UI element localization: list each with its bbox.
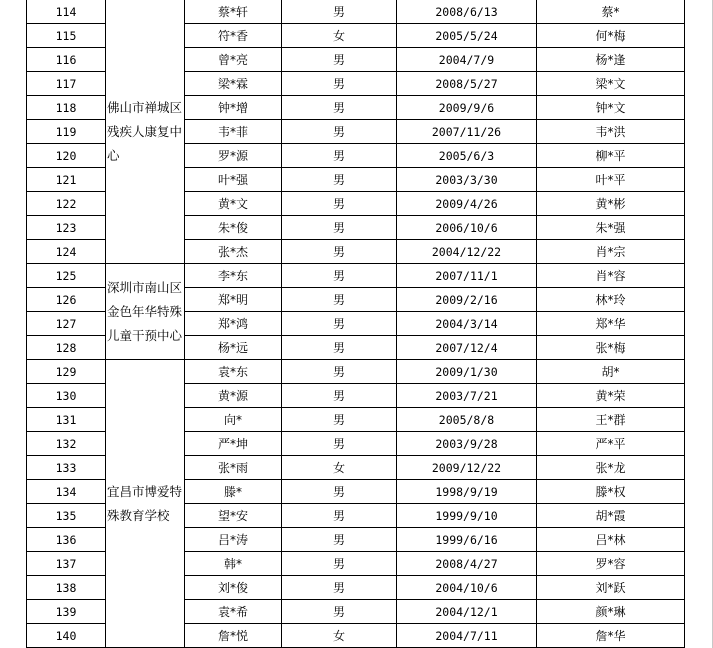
gender-cell: 男 — [282, 336, 397, 360]
name-cell: 钟*增 — [185, 96, 282, 120]
birth-date-cell: 2005/6/3 — [397, 144, 537, 168]
name-cell: 滕* — [185, 480, 282, 504]
gender-cell: 男 — [282, 288, 397, 312]
name-cell: 袁*希 — [185, 600, 282, 624]
gender-cell: 男 — [282, 72, 397, 96]
guardian-cell: 肖*容 — [537, 264, 685, 288]
birth-date-cell: 2003/3/30 — [397, 168, 537, 192]
guardian-cell: 黄*荣 — [537, 384, 685, 408]
guardian-cell: 颜*琳 — [537, 600, 685, 624]
guardian-cell: 黄*彬 — [537, 192, 685, 216]
table-row — [27, 0, 685, 24]
gender-cell: 女 — [282, 24, 397, 48]
row-number-cell: 140 — [27, 624, 106, 648]
organization-cell — [106, 264, 185, 360]
guardian-cell: 韦*洪 — [537, 120, 685, 144]
gender-cell: 男 — [282, 96, 397, 120]
guardian-cell: 张*龙 — [537, 456, 685, 480]
organization-cell — [106, 360, 185, 648]
name-cell: 蔡*轩 — [185, 0, 282, 24]
row-number-cell: 125 — [27, 264, 106, 288]
birth-date-cell: 2009/9/6 — [397, 96, 537, 120]
name-cell: 李*东 — [185, 264, 282, 288]
name-cell: 罗*源 — [185, 144, 282, 168]
organization-label-line: 佛山市禅城区 — [107, 99, 183, 115]
gender-cell: 男 — [282, 504, 397, 528]
guardian-cell: 胡*霞 — [537, 504, 685, 528]
table-row — [27, 264, 685, 288]
gender-cell: 男 — [282, 168, 397, 192]
organization-label-line: 残疾人康复中 — [107, 123, 183, 139]
row-number-cell: 135 — [27, 504, 106, 528]
gender-cell: 男 — [282, 216, 397, 240]
row-number-cell: 139 — [27, 600, 106, 624]
name-cell: 望*安 — [185, 504, 282, 528]
organization-label-line: 宜昌市博爱特 — [107, 483, 183, 499]
gender-cell: 男 — [282, 0, 397, 24]
row-number-cell: 134 — [27, 480, 106, 504]
name-cell: 郑*明 — [185, 288, 282, 312]
guardian-cell: 朱*强 — [537, 216, 685, 240]
birth-date-cell: 2007/12/4 — [397, 336, 537, 360]
row-number-cell: 116 — [27, 48, 106, 72]
gender-cell: 男 — [282, 576, 397, 600]
guardian-cell: 詹*华 — [537, 624, 685, 648]
guardian-cell: 钟*文 — [537, 96, 685, 120]
birth-date-cell: 2004/7/9 — [397, 48, 537, 72]
organization-label-line: 心 — [107, 147, 120, 163]
birth-date-cell: 2004/7/11 — [397, 624, 537, 648]
row-number-cell: 123 — [27, 216, 106, 240]
guardian-cell: 蔡* — [537, 0, 685, 24]
gender-cell: 男 — [282, 600, 397, 624]
name-cell: 向* — [185, 408, 282, 432]
row-number-cell: 136 — [27, 528, 106, 552]
organization-label-line: 殊教育学校 — [107, 507, 170, 523]
guardian-cell: 柳*平 — [537, 144, 685, 168]
guardian-cell: 梁*文 — [537, 72, 685, 96]
name-cell: 郑*鸿 — [185, 312, 282, 336]
row-number-cell: 124 — [27, 240, 106, 264]
gender-cell: 女 — [282, 624, 397, 648]
birth-date-cell: 2004/12/1 — [397, 600, 537, 624]
guardian-cell: 张*梅 — [537, 336, 685, 360]
row-number-cell: 133 — [27, 456, 106, 480]
birth-date-cell: 2006/10/6 — [397, 216, 537, 240]
birth-date-cell: 2003/9/28 — [397, 432, 537, 456]
guardian-cell: 胡* — [537, 360, 685, 384]
table-row — [27, 360, 685, 384]
row-number-cell: 137 — [27, 552, 106, 576]
name-cell: 韦*菲 — [185, 120, 282, 144]
gender-cell: 男 — [282, 240, 397, 264]
organization-label-line: 儿童干预中心 — [107, 327, 183, 343]
organization-cell — [106, 0, 185, 264]
row-number-cell: 121 — [27, 168, 106, 192]
birth-date-cell: 2009/12/22 — [397, 456, 537, 480]
birth-date-cell: 2007/11/1 — [397, 264, 537, 288]
guardian-cell: 严*平 — [537, 432, 685, 456]
guardian-cell: 吕*林 — [537, 528, 685, 552]
birth-date-cell: 2008/4/27 — [397, 552, 537, 576]
name-cell: 朱*俊 — [185, 216, 282, 240]
roster-body — [27, 0, 685, 648]
name-cell: 曾*亮 — [185, 48, 282, 72]
row-number-cell: 120 — [27, 144, 106, 168]
row-number-cell: 117 — [27, 72, 106, 96]
name-cell: 张*杰 — [185, 240, 282, 264]
row-number-cell: 126 — [27, 288, 106, 312]
gender-cell: 男 — [282, 48, 397, 72]
gender-cell: 男 — [282, 528, 397, 552]
row-number-cell: 132 — [27, 432, 106, 456]
gender-cell: 男 — [282, 360, 397, 384]
gender-cell: 男 — [282, 264, 397, 288]
name-cell: 严*坤 — [185, 432, 282, 456]
guardian-cell: 郑*华 — [537, 312, 685, 336]
name-cell: 叶*强 — [185, 168, 282, 192]
name-cell: 詹*悦 — [185, 624, 282, 648]
row-number-cell: 138 — [27, 576, 106, 600]
birth-date-cell: 2009/1/30 — [397, 360, 537, 384]
name-cell: 袁*东 — [185, 360, 282, 384]
row-number-cell: 119 — [27, 120, 106, 144]
birth-date-cell: 2005/8/8 — [397, 408, 537, 432]
organization-label-line: 深圳市南山区 — [107, 279, 183, 295]
name-cell: 刘*俊 — [185, 576, 282, 600]
birth-date-cell: 2004/10/6 — [397, 576, 537, 600]
name-cell: 黄*源 — [185, 384, 282, 408]
guardian-cell: 滕*权 — [537, 480, 685, 504]
guardian-cell: 叶*平 — [537, 168, 685, 192]
birth-date-cell: 2005/5/24 — [397, 24, 537, 48]
gender-cell: 男 — [282, 144, 397, 168]
row-number-cell: 131 — [27, 408, 106, 432]
roster-table — [26, 0, 685, 648]
row-number-cell: 129 — [27, 360, 106, 384]
gender-cell: 男 — [282, 432, 397, 456]
row-number-cell: 114 — [27, 0, 106, 24]
row-number-cell: 118 — [27, 96, 106, 120]
gender-cell: 男 — [282, 384, 397, 408]
gender-cell: 男 — [282, 480, 397, 504]
guardian-cell: 林*玲 — [537, 288, 685, 312]
gender-cell: 男 — [282, 192, 397, 216]
gender-cell: 男 — [282, 408, 397, 432]
name-cell: 杨*远 — [185, 336, 282, 360]
row-number-cell: 128 — [27, 336, 106, 360]
row-number-cell: 122 — [27, 192, 106, 216]
gender-cell: 女 — [282, 456, 397, 480]
birth-date-cell: 2008/5/27 — [397, 72, 537, 96]
gender-cell: 男 — [282, 312, 397, 336]
birth-date-cell: 1999/6/16 — [397, 528, 537, 552]
guardian-cell: 王*群 — [537, 408, 685, 432]
birth-date-cell: 1999/9/10 — [397, 504, 537, 528]
birth-date-cell: 2004/3/14 — [397, 312, 537, 336]
row-number-cell: 115 — [27, 24, 106, 48]
guardian-cell: 刘*跃 — [537, 576, 685, 600]
name-cell: 梁*霖 — [185, 72, 282, 96]
birth-date-cell: 1998/9/19 — [397, 480, 537, 504]
birth-date-cell: 2003/7/21 — [397, 384, 537, 408]
birth-date-cell: 2008/6/13 — [397, 0, 537, 24]
gender-cell: 男 — [282, 120, 397, 144]
name-cell: 韩* — [185, 552, 282, 576]
row-number-cell: 127 — [27, 312, 106, 336]
birth-date-cell: 2009/4/26 — [397, 192, 537, 216]
name-cell: 吕*涛 — [185, 528, 282, 552]
row-number-cell: 130 — [27, 384, 106, 408]
name-cell: 黄*文 — [185, 192, 282, 216]
organization-label-line: 金色年华特殊 — [107, 303, 183, 319]
name-cell: 符*香 — [185, 24, 282, 48]
birth-date-cell: 2004/12/22 — [397, 240, 537, 264]
gender-cell: 男 — [282, 552, 397, 576]
guardian-cell: 杨*逢 — [537, 48, 685, 72]
birth-date-cell: 2007/11/26 — [397, 120, 537, 144]
birth-date-cell: 2009/2/16 — [397, 288, 537, 312]
guardian-cell: 罗*容 — [537, 552, 685, 576]
guardian-cell: 何*梅 — [537, 24, 685, 48]
guardian-cell: 肖*宗 — [537, 240, 685, 264]
name-cell: 张*雨 — [185, 456, 282, 480]
